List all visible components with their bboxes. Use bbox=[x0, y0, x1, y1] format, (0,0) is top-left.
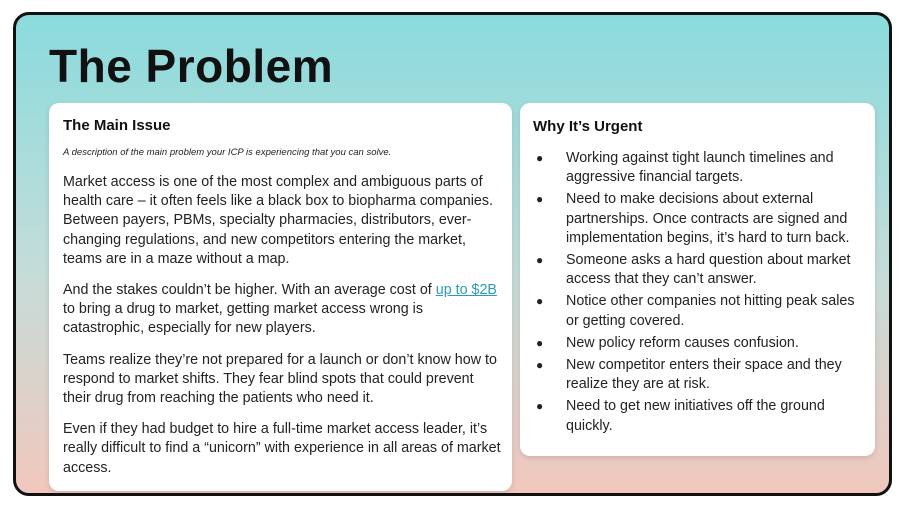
list-item bbox=[533, 334, 863, 353]
list-item-text: Need to get new initiatives off the ground quickly. bbox=[566, 398, 825, 434]
bullet-icon: ● bbox=[536, 192, 544, 207]
why-urgent-card bbox=[520, 103, 875, 456]
bullet-icon: ● bbox=[536, 294, 544, 309]
list-item bbox=[533, 292, 863, 330]
bullet-icon: ● bbox=[536, 151, 544, 165]
paragraph-1: Market access is one of the most complex and ambiguous parts of health care – it often feels like a black box to biopharma companies. Between payers, PBMs, specialty pharmacies, distributors, ever-changing regulations, and new competitors entering the market, teams are in a maze without a map. bbox=[63, 174, 493, 267]
main-issue-description: A description of the main problem your ICP is experiencing that you can solve. bbox=[63, 147, 392, 158]
why-urgent-heading: Why It’s Urgent bbox=[533, 118, 643, 135]
list-item-text: Working against tight launch timelines and aggressive financial targets. bbox=[566, 150, 834, 186]
bullet-icon: ● bbox=[536, 399, 544, 414]
paragraph-4: Even if they had budget to hire a full-time market access leader, it’s really difficult to find a “unicorn” with experience in all areas of market access. bbox=[63, 421, 501, 476]
bullet-icon: ● bbox=[536, 335, 544, 350]
list-item-text: Need to make decisions about external partnerships. Once contracts are signed and implementation begins, it’s hard to turn back. bbox=[566, 191, 850, 246]
paragraph-2-end: to bring a drug to market, getting market access wrong is catastrophic, especially for new players. bbox=[63, 301, 423, 337]
main-issue-heading: The Main Issue bbox=[63, 117, 171, 134]
list-item bbox=[533, 397, 863, 435]
paragraph-2 bbox=[63, 281, 503, 339]
list-item-text: New policy reform causes confusion. bbox=[566, 334, 799, 351]
list-item-text: Someone asks a hard question about market access that they can’t answer. bbox=[566, 252, 851, 288]
list-item bbox=[533, 356, 863, 394]
list-item bbox=[533, 251, 863, 289]
list-item bbox=[533, 190, 863, 248]
slide bbox=[13, 12, 892, 496]
list-item bbox=[533, 149, 863, 187]
bullet-icon: ● bbox=[536, 358, 544, 373]
list-item-text: Notice other companies not hitting peak sales or getting covered. bbox=[566, 293, 855, 329]
paragraph-3: Teams realize they’re not prepared for a launch or don’t know how to respond to market shifts. They fear blind spots that could prevent their drug from reaching the patients who need it. bbox=[63, 351, 497, 407]
slide-title: The Problem bbox=[49, 40, 334, 92]
main-issue-body bbox=[63, 173, 503, 490]
list-item-text: New competitor enters their space and they realize they are at risk. bbox=[566, 357, 842, 393]
cost-link[interactable]: up to $2B bbox=[435, 282, 497, 299]
main-issue-card bbox=[49, 103, 512, 491]
paragraph-2-start: And the stakes couldn’t be higher. With an average cost of bbox=[63, 282, 436, 299]
bullet-icon: ● bbox=[536, 253, 544, 268]
urgent-list bbox=[533, 149, 863, 439]
